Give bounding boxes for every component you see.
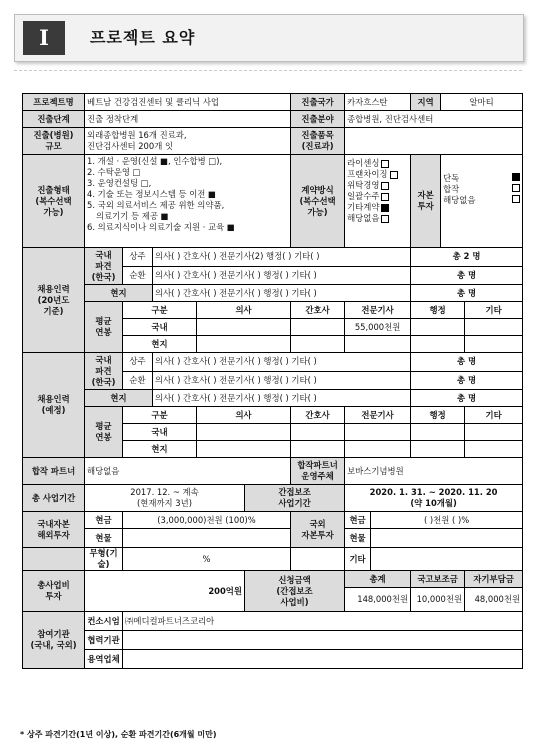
sub-period-value (345, 485, 523, 512)
scale-label (23, 128, 85, 155)
field-label: 진출분야 (291, 111, 345, 128)
row-capital-goods (23, 529, 523, 548)
hr-plan-label-line1: 채용인력 (37, 394, 70, 404)
contract-option-label: 일괄수주 (347, 191, 380, 201)
section-title: 프로젝트 요약 (90, 28, 196, 47)
salary-cell (291, 441, 345, 458)
hr-plan-label-line2: (예정) (41, 405, 66, 415)
partner-value: 해당없음 (85, 458, 291, 485)
resident-total: 총 명 (411, 353, 523, 372)
checkbox[interactable] (512, 184, 520, 192)
intangible-gap (291, 548, 345, 571)
salary-col-header: 기타 (465, 407, 523, 424)
checkbox[interactable] (512, 195, 520, 203)
salary-cell (345, 424, 411, 441)
contract-option-label: 위탁경영 (347, 180, 380, 190)
foreign-goods-label: 현물 (345, 529, 371, 548)
salary-label-line1: 평균 (95, 421, 112, 431)
contract-option-label: 라이센싱 (347, 158, 380, 168)
header-divider (14, 70, 522, 71)
period-value-line1: 2017. 12. ~ 계속 (130, 487, 199, 497)
item-label-line1: 진출품목 (301, 130, 334, 140)
item-value (345, 128, 523, 155)
salary-cell (197, 424, 291, 441)
foreign-etc-label: 기타 (345, 548, 371, 571)
local-breakdown: 의사( ) 간호사( ) 전문기사( ) 행정( ) 기타( ) (153, 285, 411, 302)
hr-plan-salary-header-row (23, 407, 523, 424)
scale-value-line2: 진단검사센터 200개 잇 (87, 141, 174, 151)
apply-amount-label-line3: 사업비) (280, 596, 309, 607)
salary-cell (411, 336, 465, 353)
foreign-cash-value: ( )천원 ( )% (371, 512, 523, 529)
invest-options (441, 155, 523, 248)
salary-row-label: 현지 (123, 336, 197, 353)
dispatch-label-line2: 파견 (95, 260, 112, 271)
invest-option-label: 단독 (443, 173, 460, 183)
dispatch-label-line1: 국내 (95, 249, 112, 260)
entry-option: 6. 의료지식이나 의료기술 지원 · 교육 ■ (87, 222, 235, 232)
contract-option (347, 180, 408, 191)
contract-label-line2: (복수선택 (299, 195, 336, 206)
sub-period-value-line2: (약 10개월) (410, 498, 457, 508)
invest-label (411, 155, 441, 248)
salary-cell (197, 336, 291, 353)
resident-label: 상주 (123, 353, 153, 372)
hr-plan-resident-row (23, 353, 523, 372)
partner-org-label-line2: 운영주체 (301, 471, 334, 481)
project-summary-table (22, 93, 523, 669)
checkbox[interactable] (381, 215, 389, 223)
entry-type-label-line2: (복수선택 (35, 195, 72, 206)
salary-cell (411, 441, 465, 458)
scale-label-line2: 규모 (45, 141, 62, 151)
checkbox[interactable] (381, 182, 389, 190)
salary-cell (465, 441, 523, 458)
sub-period-value-line1: 2020. 1. 31. ~ 2020. 11. 20 (369, 487, 498, 497)
entry-option: 2. 수탁운영 □ (87, 167, 141, 177)
checkbox[interactable] (381, 193, 389, 201)
salary-cell (291, 336, 345, 353)
partner-org-label (291, 458, 345, 485)
hr2016-label-line2: (20년도 (37, 294, 70, 305)
row-budget-header (23, 571, 523, 588)
hr2016-salary-header-row (23, 302, 523, 319)
contract-option (347, 202, 408, 213)
local-total: 총 명 (411, 390, 523, 407)
hr2016-resident-row (23, 248, 523, 267)
hr-plan-label (23, 353, 85, 458)
checkbox[interactable] (390, 171, 398, 179)
goods-value (123, 529, 291, 548)
stage-label: 진출단계 (23, 111, 85, 128)
item-label (291, 128, 345, 155)
hr-plan-local-row (23, 390, 523, 407)
country-value: 카자흐스탄 (345, 94, 411, 111)
org-row-value (123, 631, 523, 650)
period-label: 총 사업기간 (23, 485, 85, 512)
budget-label (23, 571, 85, 612)
salary-cell (345, 336, 411, 353)
goods-label: 현물 (85, 529, 123, 548)
contract-label (291, 155, 345, 248)
scale-value-line1: 외래종합병원 16개 진료과, (87, 130, 187, 140)
salary-cell (465, 319, 523, 336)
salary-col-header: 구분 (123, 407, 197, 424)
salary-row-label: 현지 (123, 441, 197, 458)
budget-col-header: 총계 (345, 571, 411, 588)
hr-plan-dispatch-label (85, 353, 123, 390)
row-period (23, 485, 523, 512)
period-value-line2: (현재까지 3년) (137, 498, 192, 508)
project-name-label: 프로젝트명 (23, 94, 85, 111)
org-row-label: 컨소시엄 (85, 612, 123, 631)
row-scale (23, 128, 523, 155)
contract-label-line1: 계약방식 (301, 184, 334, 195)
entry-option: 1. 개설 · 운영(신설 ■, 인수합병 □), (87, 156, 223, 166)
salary-cell: 55,000천원 (345, 319, 411, 336)
footnote: * 상주 파견기간(1년 이상), 순환 파견기간(6개월 미만) (20, 730, 217, 739)
hr2016-label-line1: 채용인력 (37, 283, 70, 294)
hr2016-label (23, 248, 85, 353)
salary-cell (465, 336, 523, 353)
apply-amount-label (245, 571, 345, 612)
invest-option-label: 합작 (443, 184, 460, 194)
dispatch-label-line2: 파견 (95, 365, 112, 376)
foreign-capital-label-line1: 국외 (309, 518, 326, 529)
invest-label-line2: 투자 (417, 201, 434, 211)
hr2016-dispatch-label (85, 248, 123, 285)
contract-option (347, 191, 408, 202)
resident-breakdown: 의사( ) 간호사( ) 전문기사( ) 행정( ) 기타( ) (153, 353, 411, 372)
salary-label-line1: 평균 (95, 316, 112, 326)
budget-value: 48,000천원 (465, 588, 523, 612)
salary-col-header: 구분 (123, 302, 197, 319)
rotation-total: 총 명 (411, 371, 523, 390)
salary-cell (411, 424, 465, 441)
orgs-label (23, 612, 85, 669)
entry-type-label-line1: 진출형태 (37, 184, 70, 195)
hr2016-local-row (23, 285, 523, 302)
scale-value (85, 128, 291, 155)
contract-option-label: 해당없음 (347, 213, 380, 223)
scale-label-line1: 진출(병원) (33, 130, 74, 140)
contract-option (347, 169, 408, 180)
salary-col-header: 기타 (465, 302, 523, 319)
entry-option: 5. 국외 의료서비스 제공 위한 의약품, (87, 200, 225, 210)
sub-period-label-line2: 사업기간 (278, 498, 311, 508)
intangible-spacer (23, 548, 85, 571)
project-name-value: 베트남 건강검진센터 및 클리닉 사업 (85, 94, 291, 111)
rotation-label: 순환 (123, 371, 153, 390)
section-number: I (23, 21, 65, 55)
resident-total: 총 2 명 (411, 248, 523, 267)
salary-cell (291, 424, 345, 441)
entry-type-label (23, 155, 85, 248)
budget-total-value: 200억원 (85, 571, 245, 612)
period-value (85, 485, 245, 512)
partner-org-value: 보바스기념병원 (345, 458, 523, 485)
org-row-label: 용역업체 (85, 650, 123, 669)
entry-option: 의료기기 등 제공 ■ (96, 211, 169, 221)
salary-col-header: 전문기사 (345, 407, 411, 424)
budget-value: 10,000천원 (411, 588, 465, 612)
cash-label: 현금 (85, 512, 123, 529)
row-org-consortium (23, 612, 523, 631)
dispatch-label-line1: 국내 (95, 354, 112, 365)
salary-row-label: 국내 (123, 424, 197, 441)
rotation-total: 총 명 (411, 266, 523, 285)
intangible-value: % (123, 548, 291, 571)
salary-col-header: 간호사 (291, 407, 345, 424)
checkbox-checked[interactable] (512, 173, 520, 181)
salary-cell (411, 319, 465, 336)
sub-period-label (245, 485, 345, 512)
org-row-value: ㈜메디컬파트너즈코리아 (123, 612, 523, 631)
foreign-cash-label: 현금 (345, 512, 371, 529)
entry-option: 3. 운영컨설팅 □, (87, 178, 152, 188)
cash-value: (3,000,000)천원 (100)% (123, 512, 291, 529)
stage-value: 진출 정착단계 (85, 111, 291, 128)
entry-type-label-line3: 가능) (43, 206, 64, 217)
resident-label: 상주 (123, 248, 153, 267)
domestic-capital-label-line1: 국내자본 (37, 518, 70, 529)
row-org-partner (23, 631, 523, 650)
apply-amount-label-line1: 신청금액 (278, 574, 311, 585)
salary-cell (197, 441, 291, 458)
invest-option (443, 173, 520, 184)
apply-amount-label-line2: (간접보조 (276, 585, 313, 596)
contract-option (347, 213, 408, 224)
budget-value: 148,000천원 (345, 588, 411, 612)
invest-option-label: 해당없음 (443, 195, 476, 205)
salary-label-line2: 연봉 (95, 327, 112, 337)
row-partner (23, 458, 523, 485)
hr2016-salary-label (85, 302, 123, 353)
rotation-label: 순환 (123, 266, 153, 285)
salary-col-header: 행정 (411, 302, 465, 319)
salary-cell (197, 319, 291, 336)
foreign-etc-value (371, 548, 523, 571)
local-label: 현지 (85, 285, 153, 302)
local-label: 현지 (85, 390, 153, 407)
foreign-capital-label-line2: 자본투자 (301, 529, 334, 540)
row-stage (23, 111, 523, 128)
rotation-breakdown: 의사( ) 간호사( ) 전문기사( ) 행정( ) 기타( ) (153, 371, 411, 390)
row-capital-intangible (23, 548, 523, 571)
salary-col-header: 의사 (197, 407, 291, 424)
salary-col-header: 간호사 (291, 302, 345, 319)
row-org-vendor (23, 650, 523, 669)
contract-options (345, 155, 411, 248)
sub-period-label-line1: 간접보조 (278, 487, 311, 497)
entry-option: 4. 기술 또는 정보시스템 등 이전 ■ (87, 189, 216, 199)
contract-option (347, 158, 408, 169)
partner-org-label-line1: 합작파트너 (297, 460, 338, 470)
section-header (14, 14, 524, 62)
dispatch-label-line3: (한국) (91, 271, 116, 282)
contract-label-line3: 가능) (307, 206, 328, 217)
orgs-label-line1: 참여기관 (37, 629, 70, 639)
budget-label-line1: 총사업비 (37, 580, 70, 590)
salary-row-label: 국내 (123, 319, 197, 336)
entry-type-options (85, 155, 291, 248)
checkbox[interactable] (381, 160, 389, 168)
field-value: 종합병원, 진단검사센터 (345, 111, 523, 128)
salary-label-line2: 연봉 (95, 432, 112, 442)
region-label: 지역 (411, 94, 441, 111)
budget-label-line2: 투자 (45, 591, 62, 601)
salary-col-header: 행정 (411, 407, 465, 424)
org-row-label: 협력기관 (85, 631, 123, 650)
invest-option (443, 184, 520, 195)
contract-option-label: 기타계약 (347, 202, 380, 212)
invest-option (443, 195, 520, 206)
checkbox-checked[interactable] (381, 204, 389, 212)
dispatch-label-line3: (한국) (91, 376, 116, 387)
salary-cell (465, 424, 523, 441)
local-breakdown: 의사( ) 간호사( ) 전문기사( ) 행정( ) 기타( ) (153, 390, 411, 407)
hr-plan-salary-label (85, 407, 123, 458)
local-total: 총 명 (411, 285, 523, 302)
partner-label: 합작 파트너 (23, 458, 85, 485)
salary-cell (345, 441, 411, 458)
domestic-capital-label (23, 512, 85, 548)
row-capital-cash (23, 512, 523, 529)
invest-label-line1: 자본 (417, 190, 434, 200)
salary-col-header: 전문기사 (345, 302, 411, 319)
budget-col-header: 국고보조금 (411, 571, 465, 588)
item-label-line2: (진료과) (301, 141, 334, 151)
salary-col-header: 의사 (197, 302, 291, 319)
region-value: 알마티 (441, 94, 523, 111)
foreign-capital-label (291, 512, 345, 548)
hr2016-label-line3: 기준) (43, 305, 64, 316)
country-label: 진출국가 (291, 94, 345, 111)
contract-option-label: 프랜차이징 (347, 169, 388, 179)
row-entry-type (23, 155, 523, 248)
salary-cell (291, 319, 345, 336)
orgs-label-line2: (국내, 국외) (30, 640, 77, 650)
row-project-name (23, 94, 523, 111)
budget-col-header: 자기부담금 (465, 571, 523, 588)
org-row-value (123, 650, 523, 669)
domestic-capital-label-line2: 해외투자 (37, 529, 70, 540)
foreign-goods-value (371, 529, 523, 548)
resident-breakdown: 의사( ) 간호사( ) 전문기사(2) 행정( ) 기타( ) (153, 248, 411, 267)
rotation-breakdown: 의사( ) 간호사( ) 전문기사( ) 행정( ) 기타( ) (153, 266, 411, 285)
intangible-label: 무형(기술) (85, 548, 123, 571)
